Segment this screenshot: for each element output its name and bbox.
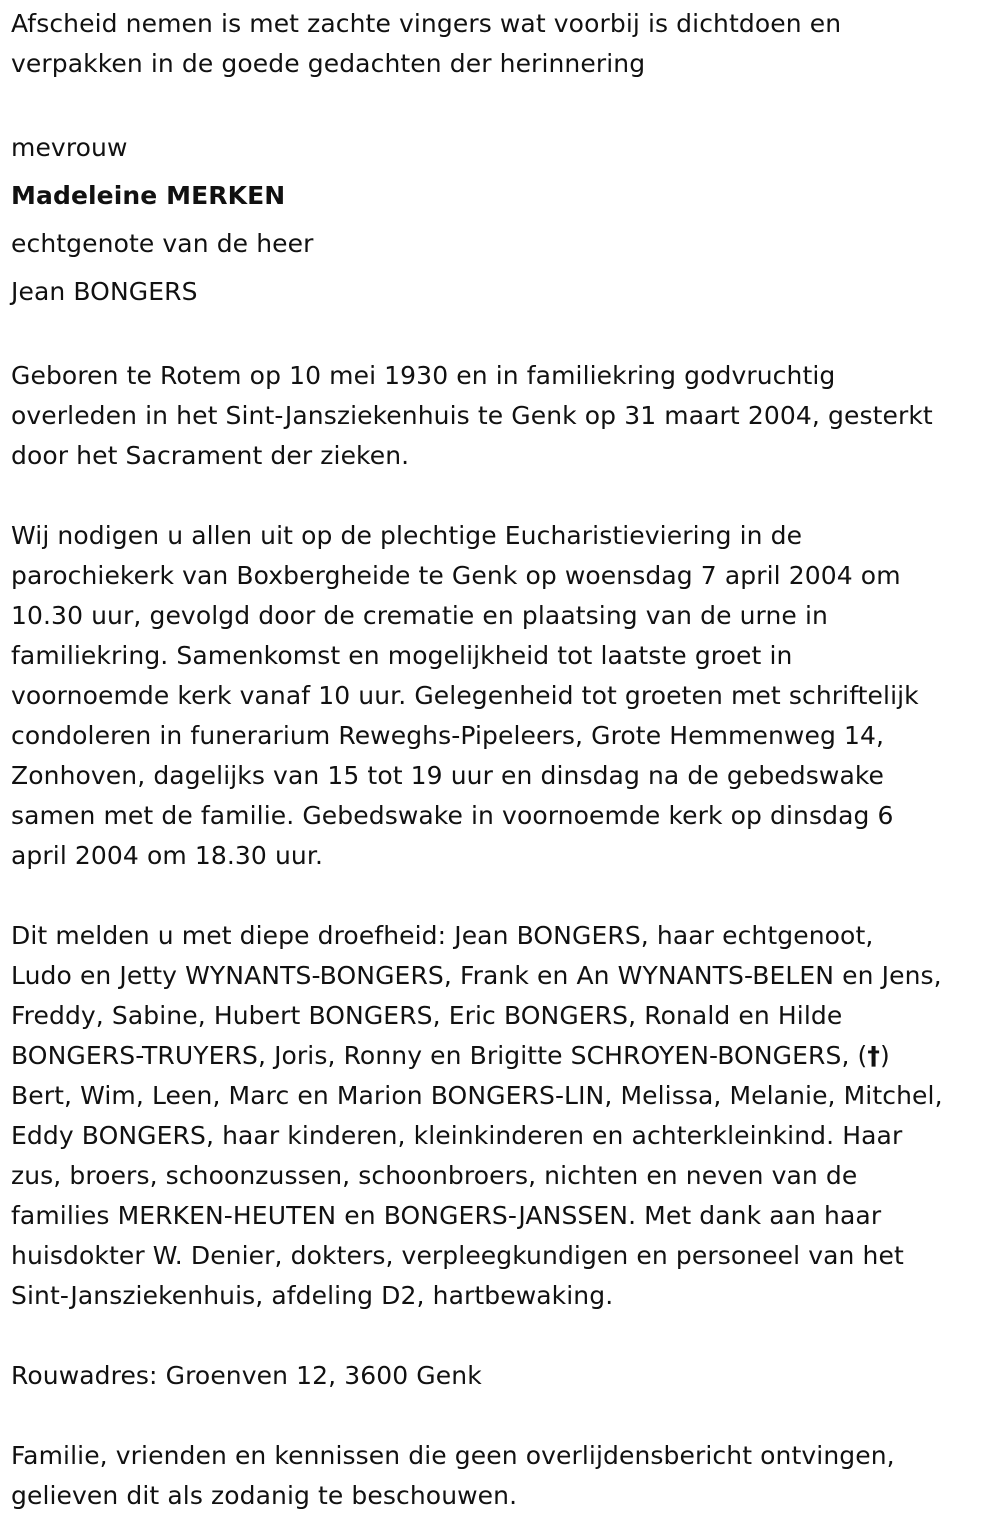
spacer (11, 84, 991, 124)
spacer (11, 476, 991, 516)
spacer (11, 1316, 991, 1356)
relation-text: echtgenote van de heer (11, 229, 314, 258)
deceased-name: Madeleine MERKEN (11, 181, 286, 210)
family-text-part2: ) Bert, Wim, Leen, Marc en Marion BONGERS-LIN, Melissa, Melanie, Mitchel, Eddy BONGERS, haar kinderen, kleinkinderen en achterkleinkind. Haar zus, broers, schoonzussen, schoonbroers, nichten en neven van de families MERKEN-HEUTEN en BONGERS-JANSSEN. Met dank aan haar huisdokter W. Denier, dokters, verpleegkundigen en personeel van het Sint-Jansziekenhuis, afdeling D2, hartbewaking. (11, 1041, 943, 1310)
spacer (11, 876, 991, 916)
cross-icon: † (867, 1041, 881, 1070)
family-paragraph (11, 916, 991, 1316)
birth-death-paragraph: Geboren te Rotem op 10 mei 1930 en in familiekring godvruchtig overleden in het Sint-Jansziekenhuis te Genk op 31 maart 2004, gesterkt door het Sacrament der zieken. (11, 361, 933, 470)
obituary-document (11, 4, 991, 1516)
closing-paragraph: Familie, vrienden en kennissen die geen overlijdensbericht ontvingen, gelieven dit als zodanig te beschouwen. (11, 1441, 895, 1510)
motto: Afscheid nemen is met zachte vingers wat voorbij is dichtdoen en verpakken in de goede gedachten der herinnering (11, 9, 842, 78)
spacer (11, 1396, 991, 1436)
family-text-part1: Dit melden u met diepe droefheid: Jean BONGERS, haar echtgenoot, Ludo en Jetty WYNANTS-BONGERS, Frank en An WYNANTS-BELEN en Jens, Freddy, Sabine, Hubert BONGERS, Eric BONGERS, Ronald en Hilde BONGERS-TRUYERS, Joris, Ronny en Brigitte SCHROYEN-BONGERS, ( (11, 921, 942, 1070)
spouse-name: Jean BONGERS (11, 277, 198, 306)
spacer (11, 316, 991, 356)
title-prefix: mevrouw (11, 133, 128, 162)
ceremony-paragraph: Wij nodigen u allen uit op de plechtige Eucharistieviering in de parochiekerk van Boxbergheide te Genk op woensdag 7 april 2004 om 10.30 uur, gevolgd door de crematie en plaatsing van de urne in familiekring. Samenkomst en mogelijkheid tot laatste groet in voornoemde kerk vanaf 10 uur. Gelegenheid tot groeten met schriftelijk condoleren in funerarium Reweghs-Pipeleers, Grote Hemmenweg 14, Zonhoven, dagelijks van 15 tot 19 uur en dinsdag na de gebedswake samen met de familie. Gebedswake in voornoemde kerk op dinsdag 6 april 2004 om 18.30 uur. (11, 521, 919, 870)
mourning-address: Rouwadres: Groenven 12, 3600 Genk (11, 1361, 482, 1390)
